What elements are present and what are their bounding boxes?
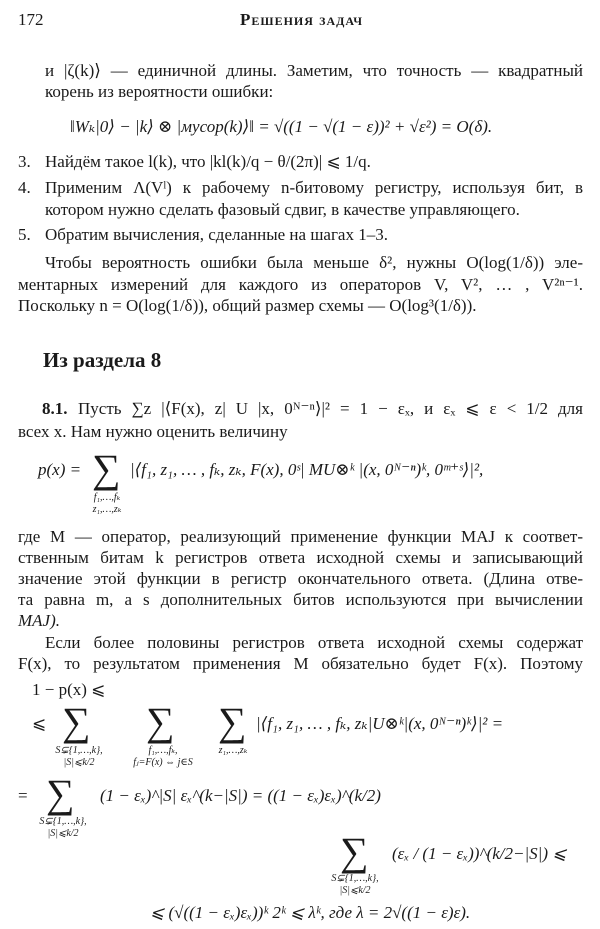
eq2-lhs: p(x) = [38,460,82,479]
eq2-body: |⟨f₁, z₁, … , fₖ, zₖ, F(x), 0ˢ| MU⊗ᵏ |(x, 0ᴺ⁻ⁿ)ᵏ, 0ᵐ⁺ˢ⟩|², [130,460,484,479]
sum-index: |S|⩽k/2 [47,828,79,839]
item-text: котором нужно сделать фазовый сдвиг, в качестве управляющего. [45,200,520,219]
text-line: корень из вероятности ошибки: [45,82,274,101]
sum-symbol: ∑ [46,771,75,816]
text-line: Поскольку n = O(log(1/δ)), общий размер схемы — O(log³(1/δ)). [18,296,477,315]
text-line: ственным битам k регистров ответа исходной схемы и записывающий [18,548,583,567]
equation-norm: ‖Wₖ|0⟩ − |k⟩ ⊗ |мусор(k)⟩‖ = √((1 − √(1 − ε))² + √ε²) = O(δ). [70,117,493,136]
text-line: и |ζ(k)⟩ — единичной длины. Заметим, что точность — квадратный [45,61,583,80]
text-line: Если более половины регистров ответа исходной схемы содержат [45,633,583,652]
eq3-line2-body: |⟨f₁, z₁, … , fₖ, zₖ|U⊗ᵏ|(x, 0ᴺ⁻ⁿ)ᵏ⟩|² = [256,714,504,733]
eq3-line4: ⩽ (√((1 − εₓ)εₓ))ᵏ 2ᵏ ⩽ λᵏ, где λ = 2√((1 − ε)ε). [150,903,471,922]
text-line: Чтобы вероятность ошибки была меньше δ², нужны O(log(1/δ)) эле- [45,253,583,272]
eq3-line1: 1 − p(x) ⩽ [32,680,106,699]
eq3-line3-tail: (εₓ / (1 − εₓ))^(k/2−|S|) ⩽ [392,844,567,863]
sum-index: z₁,…,zₖ [92,504,122,515]
page-number: 172 [18,10,44,29]
eq3-line3-mid: (1 − εₓ)^|S| εₓ^(k−|S|) = ((1 − εₓ)εₓ)^(k/2) [100,786,381,805]
sum-index: f₁,…,fₖ [93,492,121,503]
sum-index: S⊊{1,…,k}, [331,873,379,884]
item-number: 4. [18,178,31,197]
item-number: 5. [18,225,31,244]
text-line: MAJ). [18,611,61,630]
sum-symbol: ∑ [92,446,121,491]
item-number: 3. [18,152,31,171]
sum-index: f₁,…,fₖ, [148,745,178,756]
text-line: ментарных измерений для каждого из операторов V, V², … , V²ⁿ⁻¹. [18,275,583,294]
sum-symbol: ∑ [62,699,91,744]
problem-label: 8.1. [42,399,68,418]
text-line: где M — оператор, реализующий применение функции MAJ к соответ- [18,527,583,546]
sum-symbol: ∑ [340,829,369,874]
sum-index: fⱼ=F(x) ⇔ j∈S [133,757,193,768]
section-heading: Из раздела 8 [43,348,162,372]
text-line: Пусть ∑z |⟨F(x), z| U |x, 0ᴺ⁻ⁿ⟩|² = 1 − εₓ, и εₓ ⩽ ε < 1/2 для [78,399,583,418]
sum-index: S⊊{1,…,k}, [39,816,87,827]
text-line: F(x), то результатом применения M обязательно будет F(x). Поэтому [18,654,583,673]
item-text: Применим Λ(Vˡ) к рабочему n-битовому регистру, используя бит, в [45,178,583,197]
text-line: всех x. Нам нужно оценить величину [18,422,288,441]
sum-index: z₁,…,zₖ [218,745,248,756]
eq3-lead: ⩽ [32,714,47,733]
running-title: Решения задач [240,10,364,29]
sum-symbol: ∑ [218,699,247,744]
item-text: Обратим вычисления, сделанные на шагах 1–3. [45,225,388,244]
sum-index: |S|⩽k/2 [339,885,371,896]
sum-index: |S|⩽k/2 [63,757,95,768]
eq3-lead: = [18,786,28,805]
text-line: значение этой функции в регистр окончательного ответа. (Длина отве- [18,569,583,588]
text-line: та равна m, а s дополнительных битов используются при вычислении [18,590,583,609]
sum-index: S⊊{1,…,k}, [55,745,103,756]
sum-symbol: ∑ [146,699,175,744]
item-text: Найдём такое l(k), что |kl(k)/q − θ/(2π)| ⩽ 1/q. [45,152,371,171]
